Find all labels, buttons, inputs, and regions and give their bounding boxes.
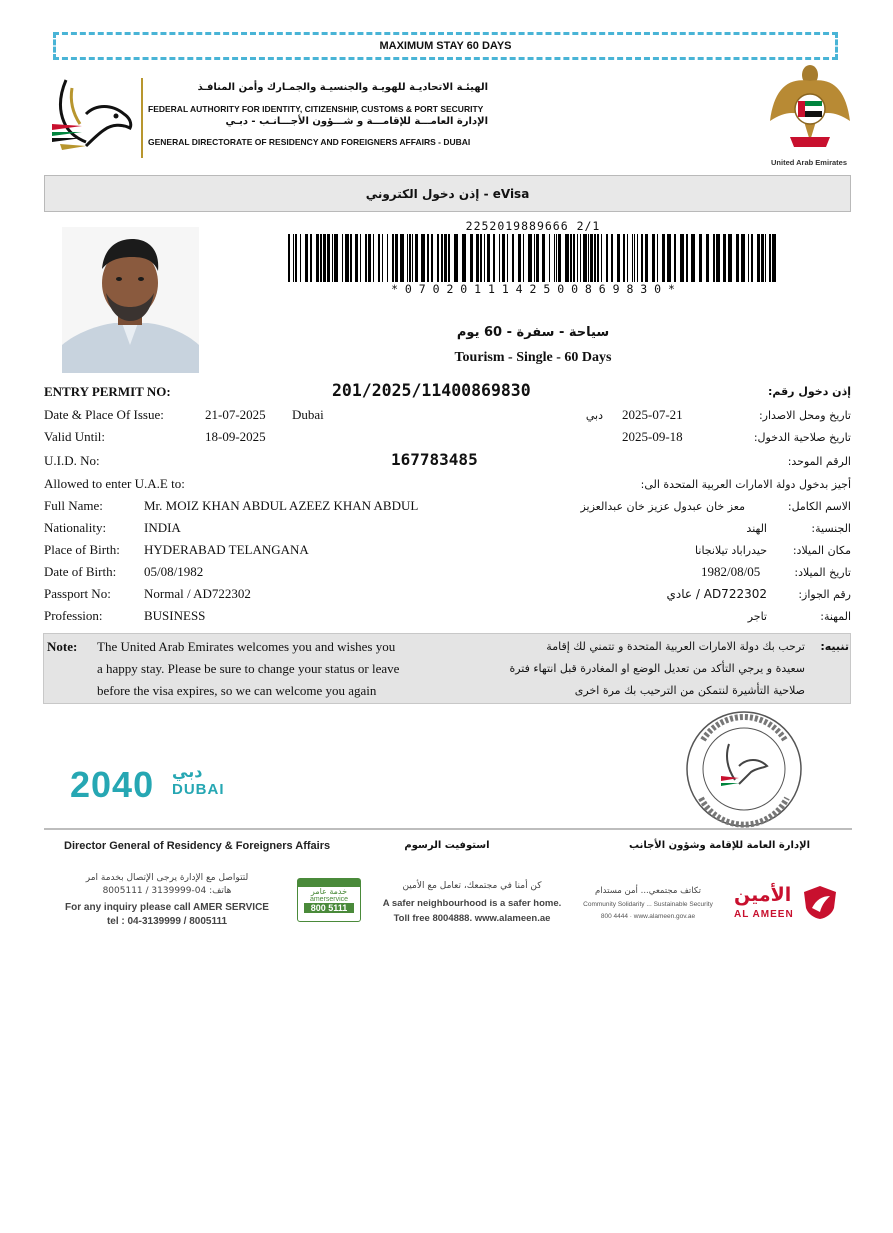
barcode-bar [645, 234, 648, 282]
visa-type-en: Tourism - Single - 60 Days [454, 350, 612, 365]
barcode-bar [632, 234, 633, 282]
barcode-bar [528, 234, 532, 282]
barcode-bar [334, 234, 338, 282]
uae-emblem-icon [768, 63, 852, 158]
barcode-bar [454, 234, 458, 282]
uid-number: 167783485 [391, 450, 478, 469]
barcode-bottom-number: * 0 7 0 2 0 1 1 1 4 2 5 0 0 8 6 9 8 3 0 * [391, 282, 675, 296]
note-line-1-ar: ترحب بك دولة الامارات العربية المتحدة و تتمني لك إقامة [546, 640, 805, 653]
barcode-bar [512, 234, 514, 282]
barcode-bar [499, 234, 500, 282]
valid-date: 18-09-2025 [205, 429, 266, 444]
barcode-bar [387, 234, 388, 282]
fees-paid-ar: استوفيت الرسوم [404, 840, 490, 851]
director-title: Director General of Residency & Foreigners Affairs [64, 840, 331, 852]
note-line-2-ar: سعيدة و يرجي التأكد من تعديل الوضع او المغادرة قبل انتهاء فترة [509, 662, 805, 675]
barcode-bar [295, 234, 297, 282]
valid-label-ar: تاريخ صلاحية الدخول: [753, 431, 851, 444]
barcode-bar [534, 234, 535, 282]
birth-place-label: Place of Birth: [44, 542, 120, 557]
community-ar: تكاتف مجتمعي... أمن مستدام [595, 886, 701, 896]
barcode-bar [409, 234, 411, 282]
barcode-bar [441, 234, 443, 282]
barcode-bar [316, 234, 319, 282]
alameen-en: AL AMEEN [734, 909, 794, 920]
barcode-bar [657, 234, 658, 282]
visa-type-ar: سياحة - سفرة - 60 يوم [456, 325, 610, 340]
barcode-bar [365, 234, 367, 282]
barcode-bar [623, 234, 625, 282]
barcode-bar [288, 234, 290, 282]
barcode-bar [493, 234, 495, 282]
dubai-2040-number: 2040 [70, 764, 155, 805]
profession-value-ar: تاجر [747, 610, 767, 623]
barcode-bar [691, 234, 695, 282]
barcode-bar [427, 234, 429, 282]
uid-label: U.I.D. No: [44, 453, 100, 468]
directorate-name-en: GENERAL DIRECTORATE OF RESIDENCY AND FOREIGNERS AFFAIRS - DUBAI [148, 137, 471, 147]
note-line-3-ar: صلاحية التأشيرة لنتمكن من الترحيب بك مرة اخرى [574, 684, 805, 697]
passport-label-ar: رقم الجواز: [798, 588, 851, 601]
barcode-bar [502, 234, 505, 282]
passport-value: Normal / AD722302 [144, 586, 251, 601]
allowed-label-ar: أجيز بدخول دولة الامارات العربية المتحدة الى: [640, 478, 851, 491]
barcode-bar [360, 234, 361, 282]
barcode-bar [437, 234, 439, 282]
barcode-bar [757, 234, 760, 282]
barcode-bar [412, 234, 413, 282]
alameen-ar: الأمين [734, 884, 792, 906]
note-label: Note: [47, 639, 78, 654]
logo-divider [141, 78, 143, 158]
contact-ar-1: لتتواصل مع الإدارة يرجى الإتصال بخدمة امر [85, 873, 249, 883]
barcode-bar [470, 234, 473, 282]
barcode-bar [542, 234, 545, 282]
full-name-value: Mr. MOIZ KHAN ABDUL AZEEZ KHAN ABDUL [144, 498, 419, 513]
community-contact: 800 4444 · www.alameen.gov.ae [600, 913, 696, 920]
barcode-bar [716, 234, 720, 282]
profession-label: Profession: [44, 608, 103, 623]
barcode-bar [637, 234, 638, 282]
barcode-bar [382, 234, 383, 282]
barcode-bar [765, 234, 766, 282]
barcode-bar [577, 234, 578, 282]
barcode-bar [507, 234, 508, 282]
barcode-bar [320, 234, 322, 282]
entry-permit-number: 201/2025/11400869830 [332, 381, 531, 400]
barcode-bar [597, 234, 599, 282]
note-line-3: before the visa expires, so we can welcome you again [97, 683, 377, 698]
issue-date: 21-07-2025 [205, 407, 266, 422]
barcode-bar [484, 234, 485, 282]
contact-en-1: For any inquiry please call AMER SERVICE [65, 902, 269, 913]
barcode-bar [662, 234, 665, 282]
issue-label-ar: تاريخ ومحل الاصدار: [758, 409, 851, 422]
barcode-bar [667, 234, 671, 282]
barcode-bar [431, 234, 433, 282]
barcode-bar [772, 234, 776, 282]
nationality-value-ar: الهند [746, 522, 767, 535]
issue-place: Dubai [292, 407, 324, 422]
barcode-bar [549, 234, 550, 282]
applicant-photo [62, 227, 199, 373]
profession-value: BUSINESS [144, 608, 206, 623]
barcode-bar [627, 234, 628, 282]
allowed-label: Allowed to enter U.A.E to: [44, 476, 185, 491]
barcode-bar [580, 234, 581, 282]
official-stamp [683, 710, 805, 828]
dubai-logo-en: DUBAI [172, 781, 225, 798]
birth-date-value: 05/08/1982 [144, 564, 204, 579]
safer-en-1: A safer neighbourhood is a safer home. [382, 898, 562, 909]
issue-place-ar: دبي [585, 409, 603, 422]
barcode-bar [407, 234, 408, 282]
nationality-label: Nationality: [44, 520, 107, 535]
barcode-bar [345, 234, 349, 282]
barcode-bar [378, 234, 380, 282]
barcode-bar [641, 234, 643, 282]
profession-label-ar: المهنة: [820, 610, 851, 623]
barcode-bar [617, 234, 620, 282]
barcode-bar [480, 234, 482, 282]
barcode-bar [634, 234, 635, 282]
contact-ar-2: هاتف: 04-3139999 / 8005111 [102, 886, 232, 896]
barcode-bar [350, 234, 352, 282]
barcode-bar [300, 234, 301, 282]
barcode-bar [400, 234, 404, 282]
passport-value-ar: AD722302 / عادي [666, 587, 767, 601]
barcode-bar [601, 234, 602, 282]
barcode-bar [751, 234, 753, 282]
authority-name-ar: الهيئـة الاتحاديـة للهويـة والجنسيـة والجمـارك وأمن المنافـذ [197, 82, 488, 93]
full-name-label-ar: الاسم الكامل: [787, 500, 851, 513]
barcode-bar [583, 234, 587, 282]
contact-en-2: tel : 04-3139999 / 8005111 [106, 916, 228, 927]
barcode-bar [373, 234, 374, 282]
max-stay-text: MAXIMUM STAY 60 DAYS [379, 40, 512, 52]
barcode-bar [342, 234, 343, 282]
amer-en: amerservice [309, 896, 349, 903]
authority-name-en: FEDERAL AUTHORITY FOR IDENTITY, CITIZENSHIP, CUSTOMS & PORT SECURITY [148, 104, 484, 114]
barcode-bar [769, 234, 771, 282]
safer-ar: كن أمنا في مجتمعك، تعامل مع الأمين [402, 881, 542, 891]
birth-date-label-ar: تاريخ الميلاد: [794, 566, 851, 579]
barcode-bar [573, 234, 575, 282]
amer-service-logo [297, 878, 361, 922]
entry-permit-label-ar: إذن دخول رقم: [767, 385, 851, 398]
barcode-bar [536, 234, 539, 282]
barcode-bar [554, 234, 555, 282]
barcode-bar [588, 234, 589, 282]
barcode-bar [310, 234, 312, 282]
directorate-name-ar: الإدارة العامـــة للإقامـــة و شـــؤون الأجـــانـب - دبـي [225, 116, 488, 127]
valid-date-ar: 2025-09-18 [622, 429, 683, 444]
barcode-bar [487, 234, 490, 282]
directorate-ar: الإدارة العامة للإقامة وشؤون الأجانب [628, 840, 810, 851]
barcode-bar [611, 234, 613, 282]
max-stay-banner [53, 32, 838, 60]
birth-date-value-ar: 1982/08/05 [701, 564, 761, 579]
nationality-value: INDIA [144, 520, 181, 535]
barcode-bar [590, 234, 593, 282]
alameen-shield-icon [802, 884, 838, 920]
barcode-bar [327, 234, 330, 282]
barcode-bar [518, 234, 521, 282]
barcode-bar [680, 234, 684, 282]
barcode-bar [723, 234, 726, 282]
birth-place-value-ar: حيدراباد تيلانجانا [695, 544, 767, 557]
barcode-bar [761, 234, 764, 282]
country-caption: United Arab Emirates [771, 158, 847, 167]
birth-place-value: HYDERABAD TELANGANA [144, 542, 309, 557]
uid-label-ar: الرقم الموحد: [787, 455, 851, 468]
barcode-bar [395, 234, 398, 282]
barcode-bar [556, 234, 557, 282]
barcode-bar [736, 234, 739, 282]
barcode-bar [652, 234, 655, 282]
full-name-label: Full Name: [44, 498, 103, 513]
barcode-bar [713, 234, 715, 282]
barcode-bar [444, 234, 447, 282]
barcode-bar [323, 234, 326, 282]
barcode-bar [558, 234, 561, 282]
barcode-bar [448, 234, 450, 282]
barcode-bar [741, 234, 745, 282]
entry-permit-label: ENTRY PERMIT NO: [44, 384, 171, 399]
birth-place-label-ar: مكان الميلاد: [792, 544, 851, 557]
barcode-bar [523, 234, 524, 282]
footer-divider [44, 828, 852, 830]
community-en: Community Solidarity ... Sustainable Security [583, 901, 713, 908]
note-label-ar: تنبيه: [820, 640, 849, 653]
note-line-1: The United Arab Emirates welcomes you and wishes you [97, 639, 396, 654]
note-line-2: a happy stay. Please be sure to change your status or leave [97, 661, 400, 676]
issue-date-ar: 2025-07-21 [622, 407, 683, 422]
barcode-bar [476, 234, 479, 282]
barcode-bar [728, 234, 732, 282]
barcode-bar [570, 234, 572, 282]
barcode-bar [565, 234, 569, 282]
barcode-bar [293, 234, 294, 282]
birth-date-label: Date of Birth: [44, 564, 117, 579]
barcode-bar [594, 234, 596, 282]
barcode-bar [462, 234, 466, 282]
evisa-title: إذن دخول الكتروني - eVisa [365, 186, 530, 201]
barcode-bar [368, 234, 371, 282]
barcode-bar [706, 234, 709, 282]
barcode-bar [748, 234, 749, 282]
amer-ar: خدمة عامر [310, 887, 348, 896]
valid-label: Valid Until: [44, 429, 106, 444]
barcode-bar [415, 234, 418, 282]
issue-label: Date & Place Of Issue: [44, 407, 164, 422]
barcode-bar [355, 234, 358, 282]
barcode-bar [332, 234, 333, 282]
barcode [288, 234, 778, 282]
barcode-bar [305, 234, 308, 282]
authority-falcon-logo [46, 74, 138, 160]
nationality-label-ar: الجنسية: [811, 522, 851, 535]
full-name-value-ar: معز خان عبدول عزيز خان عبدالعزيز [580, 500, 745, 513]
barcode-bar [606, 234, 608, 282]
safer-en-2: Toll free 8004888. www.alameen.ae [393, 913, 551, 924]
dubai-logo-ar: دبي [172, 762, 203, 781]
barcode-bar [699, 234, 702, 282]
barcode-bar [674, 234, 676, 282]
barcode-bar [392, 234, 394, 282]
barcode-top-number: 2252019889666 2/1 [465, 219, 601, 233]
passport-label: Passport No: [44, 586, 111, 601]
barcode-bar [421, 234, 425, 282]
evisa-header [44, 175, 851, 212]
amer-number: 800 5111 [304, 903, 354, 913]
barcode-bar [686, 234, 688, 282]
